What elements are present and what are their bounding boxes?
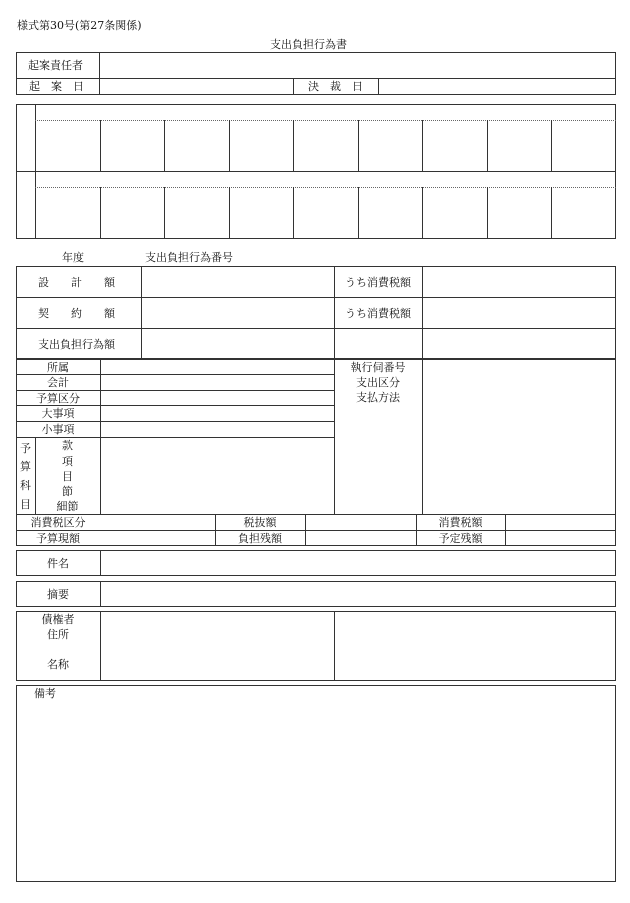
affiliation-label: 所属 (47, 361, 69, 374)
summary-field[interactable] (101, 582, 615, 606)
approval-date-label: 決 裁 日 (308, 80, 363, 93)
burden-balance-field[interactable] (306, 531, 415, 545)
tax-amount-field-2[interactable] (423, 298, 615, 327)
minor-item-label: 小事項 (41, 423, 75, 436)
budget-subject-field[interactable] (101, 438, 333, 513)
major-item-field[interactable] (101, 406, 333, 420)
design-amount-field[interactable] (142, 267, 333, 296)
fiscal-year-label: 年度 (62, 251, 84, 264)
excl-tax-label: 税抜額 (243, 516, 277, 529)
responsible-label: 起案責任者 (28, 59, 83, 72)
expense-class-label: 支出区分 (356, 376, 400, 389)
page-title: 支出負担行為書 (270, 38, 347, 51)
responsible-field[interactable] (100, 53, 615, 77)
tax-label-1: うち消費税額 (345, 276, 411, 289)
expenditure-label: 支出負担行為額 (38, 338, 115, 351)
minor-item-field[interactable] (101, 422, 333, 436)
address-label: 住所 (47, 628, 69, 641)
setsu-label: 節 (62, 485, 73, 498)
tax-amount-value-field[interactable] (506, 515, 615, 529)
draft-date-field[interactable] (100, 79, 292, 94)
kou-label: 項 (62, 455, 73, 468)
contract-amount-field[interactable] (142, 298, 333, 327)
tax-amount-label: 消費税額 (438, 516, 483, 529)
tax-class-field[interactable] (101, 515, 214, 529)
design-amount-label: 設 計 額 (38, 276, 115, 289)
kan-label: 款 (62, 439, 73, 452)
planned-balance-label: 予定残額 (438, 532, 483, 545)
name-label: 名称 (47, 658, 69, 671)
tax-amount-field-1[interactable] (423, 267, 615, 296)
remarks-label: 備考 (34, 687, 56, 700)
excl-tax-field[interactable] (306, 515, 415, 529)
moku-label: 目 (62, 470, 73, 483)
subject-char-4: 目 (20, 498, 31, 511)
accounting-label: 会計 (47, 376, 69, 389)
form-number: 様式第30号(第27条関係) (17, 19, 142, 32)
remarks-field[interactable] (17, 704, 615, 881)
expenditure-field[interactable] (142, 329, 333, 358)
budget-current-label: 予算現額 (36, 532, 80, 545)
saisetsu-label: 細節 (56, 500, 79, 513)
summary-label: 摘要 (47, 588, 69, 601)
major-item-label: 大事項 (41, 407, 75, 420)
creditor-label: 債権者 (41, 613, 75, 626)
subject-char-1: 予 (20, 442, 31, 455)
budget-current-field[interactable] (101, 531, 214, 545)
act-number-label: 支出負担行為番号 (145, 251, 233, 264)
approval-date-field[interactable] (379, 79, 615, 94)
planned-balance-field[interactable] (506, 531, 615, 545)
subject-char-3: 科 (20, 479, 31, 492)
contract-amount-label: 契 約 額 (38, 307, 115, 320)
payment-method-label: 支払方法 (356, 391, 400, 404)
tax-class-label: 消費税区分 (30, 516, 86, 529)
subject-label: 件名 (47, 557, 69, 570)
budget-class-label: 予算区分 (36, 392, 80, 405)
budget-class-field[interactable] (101, 391, 333, 405)
execution-info-field[interactable] (423, 360, 615, 513)
affiliation-field[interactable] (101, 360, 333, 374)
tax-label-2: うち消費税額 (345, 307, 411, 320)
burden-balance-label: 負担残額 (238, 532, 282, 545)
exec-number-label: 執行伺番号 (350, 361, 406, 374)
subject-char-2: 算 (20, 460, 31, 473)
draft-date-label: 起 案 日 (29, 80, 84, 93)
creditor-address-field[interactable] (101, 612, 333, 680)
creditor-name-field[interactable] (335, 612, 615, 680)
accounting-field[interactable] (101, 375, 333, 389)
subject-field[interactable] (101, 551, 615, 575)
